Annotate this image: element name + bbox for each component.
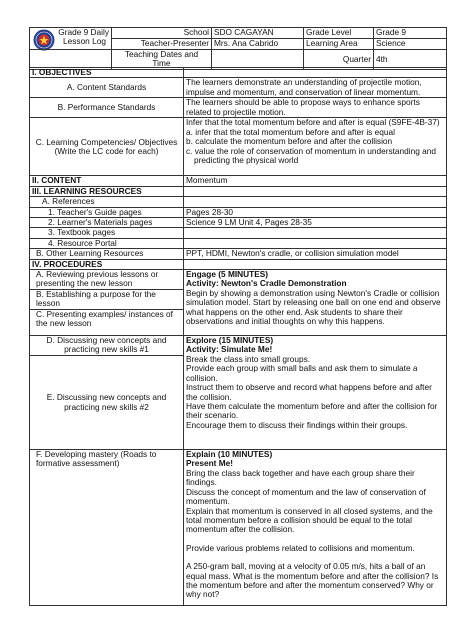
- teaching-dates-label-line1: Teaching Dates and: [124, 49, 199, 59]
- teachers-guide-value: Pages 28-30: [184, 207, 447, 217]
- content-standards-text: The learners demonstrate an understanding of projectile motion, impulse and momentum, and conservation of linear momentum.: [184, 78, 447, 98]
- school-value: SDO CAGAYAN: [212, 28, 304, 39]
- explain-step-2: Discuss the concept of momentum and the law of conservation of momentum.: [186, 486, 426, 507]
- grade-level-label: Grade Level: [304, 28, 374, 39]
- quarter-value: 4th: [374, 50, 447, 70]
- teacher-value: Mrs. Ana Cabrido: [212, 39, 304, 50]
- procedure-e-label: E. Discussing new concepts and practicing new skills #2: [30, 356, 184, 450]
- performance-standards-label: B. Performance Standards: [30, 98, 184, 118]
- explore-title: Explore (15 MINUTES): [186, 335, 274, 346]
- teaching-dates-label-line2: Time: [152, 58, 171, 69]
- learning-area-value: Science: [374, 39, 447, 50]
- learning-competencies-cell: [184, 118, 447, 176]
- explore-step-1: Break the class into small groups.: [186, 353, 311, 364]
- textbook-pages-label: 3. Textbook pages: [30, 228, 184, 238]
- references-label: A. References: [30, 197, 184, 207]
- engage-text: Begin by showing a demonstration using Newton's Cradle or collision simulation model. Start by releasing one ball on one end and observe what happens on the other end. Ask students to share their observations and initial thoughts on why this happens.: [186, 287, 441, 327]
- competency-b: b. calculate the momentum before and after the collision: [186, 136, 393, 147]
- learners-materials-label: 2. Learner's Materials pages: [30, 218, 184, 228]
- explore-step-4: Have them calculate the momentum before and after the collision for their scenario.: [186, 400, 438, 421]
- explain-problem: A 250-gram ball, moving at a velocity of 0.05 m/s, hits a ball of an equal mass. What is the momentum before and after the collision? Is the momentum before and after the momentum conserved? Why or why not?: [186, 561, 439, 600]
- other-resources-label: B. Other Learning Resources: [30, 249, 184, 259]
- competency-a: a. infer that the total momentum before and after is equal: [186, 126, 395, 137]
- procedure-b-label: B. Establishing a purpose for the lesson: [30, 290, 184, 310]
- explain-step-1: Bring the class back together and have each group share their findings.: [186, 467, 415, 488]
- school-label: School: [112, 28, 212, 39]
- explain-activity: Present Me!: [186, 458, 234, 469]
- explore-step-3: Instruct them to observe and record what happens before and after the collision.: [186, 382, 432, 402]
- lesson-log-table: [29, 67, 447, 606]
- teacher-label: Teacher-Presenter: [112, 39, 212, 50]
- learning-competencies-label: C. Learning Competencies/ Objectives (Write the LC code for each): [30, 118, 184, 176]
- learners-materials-value: Science 9 LM Unit 4, Pages 28-35: [184, 218, 447, 228]
- procedure-c-label: C. Presenting examples/ instances of the new lesson: [30, 310, 184, 336]
- resource-portal-label: 4. Resource Portal: [30, 238, 184, 248]
- explain-cell: [184, 450, 447, 606]
- procedures-heading: IV. PROCEDURES: [30, 259, 184, 269]
- content-standards-label: A. Content Standards: [30, 78, 184, 98]
- quarter-label: Quarter: [304, 50, 374, 70]
- competency-code-text: Infer that the total momentum before and after is equal (S9FE-4B-37): [186, 117, 440, 128]
- explore-step-2: Provide each group with small balls and ask them to simulate a collision.: [186, 363, 418, 383]
- dll-title-line1: Grade 9 Daily: [58, 27, 109, 37]
- explain-title: Explain (10 MINUTES): [186, 449, 273, 460]
- explain-step-3: Explain that momentum is conserved in all closed systems, and the total momentum before a collision should be equal to the total momentum after the collision.: [186, 505, 433, 535]
- dll-title-line2: Lesson Log: [63, 36, 106, 47]
- procedure-a-label: A. Reviewing previous lessons or presenting the new lesson: [30, 270, 184, 290]
- competency-c: c. value the role of conservation of momentum in understanding and predicting the physical world: [186, 145, 436, 166]
- procedure-f-label: F. Developing mastery (Roads to formative assessment): [30, 450, 184, 606]
- grade-level-value: Grade 9: [374, 28, 447, 39]
- explore-step-5: Encourage them to discuss their findings within their groups.: [186, 419, 408, 430]
- engage-title: Engage (5 MINUTES): [186, 269, 269, 280]
- engage-activity: Activity: Newton's Cradle Demonstration: [186, 278, 347, 289]
- header-table: [29, 27, 447, 70]
- explore-cell: [184, 336, 447, 450]
- other-resources-value: PPT, HDMI, Newton's cradle, or collision simulation model: [184, 249, 447, 259]
- procedure-d-label: D. Discussing new concepts and practicing new skills #1: [30, 336, 184, 356]
- explain-step-4: Provide various problems related to collisions and momentum.: [186, 542, 415, 553]
- explore-activity: Activity: Simulate Me!: [186, 344, 273, 355]
- engage-cell: [184, 270, 447, 336]
- learning-area-label: Learning Area: [304, 39, 374, 50]
- content-value: Momentum: [184, 176, 447, 186]
- performance-standards-text: The learners should be able to propose ways to enhance sports related to projectile motion.: [184, 98, 447, 118]
- teachers-guide-label: 1. Teacher's Guide pages: [30, 207, 184, 217]
- learning-resources-heading: III. LEARNING RESOURCES: [30, 186, 184, 196]
- content-heading: II. CONTENT: [30, 176, 184, 186]
- objectives-heading: I. OBJECTIVES: [30, 68, 184, 78]
